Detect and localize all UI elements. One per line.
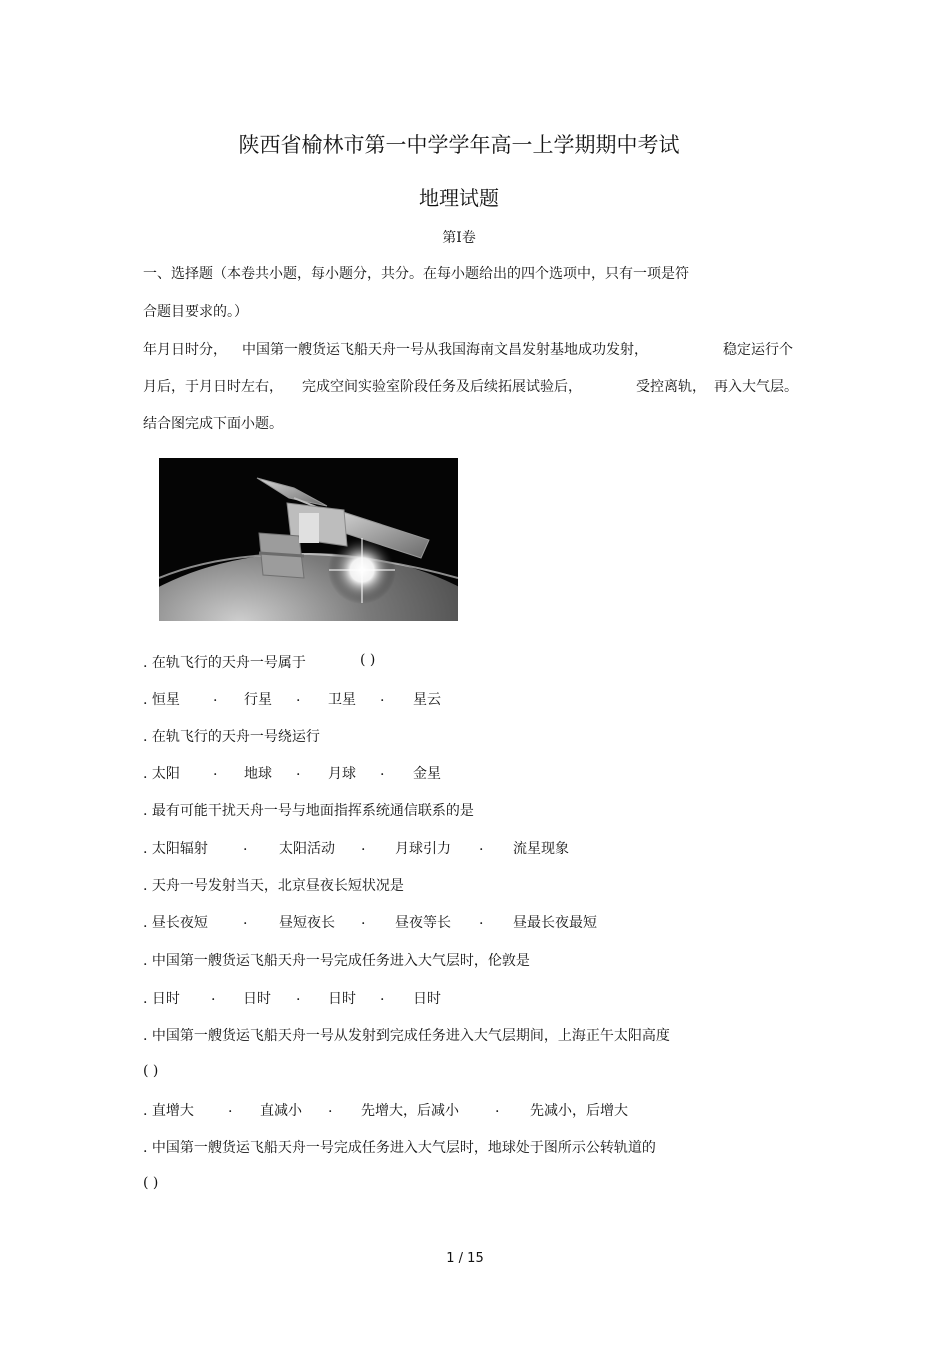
question-6-stem: . 中国第一艘货运飞船天舟一号从发射到完成任务进入大气层期间，上海正午太阳高度	[143, 1028, 670, 1044]
passage-line2-b: 完成空间实验室阶段任务及后续拓展试验后，	[302, 379, 582, 395]
page-number: 1 / 15	[446, 1251, 484, 1266]
option-b: 日时	[243, 991, 271, 1007]
option-sep: .	[495, 1100, 500, 1116]
option-sep: .	[213, 689, 218, 705]
option-a: . 直增大	[143, 1103, 194, 1119]
question-4-stem: . 天舟一号发射当天，北京昼夜长短状况是	[143, 878, 404, 894]
section-instruction-line2: 合题目要求的。）	[143, 304, 248, 320]
option-c: 月球引力	[395, 841, 451, 857]
document-subtitle: 地理试题	[419, 186, 499, 210]
option-sep: .	[361, 912, 366, 928]
passage-line1-b: 中国第一艘货运飞船天舟一号从我国海南文昌发射基地成功发射，	[242, 342, 648, 358]
option-c: 卫星	[328, 692, 356, 708]
option-a: . 太阳	[143, 766, 180, 782]
passage-line2-c: 受控离轨，	[636, 379, 706, 395]
question-2-options	[143, 763, 843, 783]
option-sep: .	[361, 838, 366, 854]
option-d: 星云	[413, 692, 441, 708]
passage-line1-a: 年月日时分，	[143, 342, 227, 358]
option-c: 月球	[328, 766, 356, 782]
option-d: 昼最长夜最短	[513, 915, 597, 931]
passage-line2-d: 再入大气层。	[714, 379, 798, 395]
question-3-stem: . 最有可能干扰天舟一号与地面指挥系统通信联系的是	[143, 803, 474, 819]
question-5-options	[143, 988, 843, 1008]
option-a: . 恒星	[143, 692, 180, 708]
option-b: 太阳活动	[279, 841, 335, 857]
option-sep: .	[296, 988, 301, 1004]
option-sep: .	[211, 988, 216, 1004]
option-sep: .	[243, 838, 248, 854]
question-5-stem: . 中国第一艘货运飞船天舟一号完成任务进入大气层时，伦敦是	[143, 953, 530, 969]
option-a: . 昼长夜短	[143, 915, 208, 931]
satellite-figure	[159, 458, 458, 621]
passage-line3: 结合图完成下面小题。	[143, 416, 283, 432]
volume-label: 第Ⅰ卷	[442, 230, 476, 246]
option-c: 昼夜等长	[395, 915, 451, 931]
option-a: . 日时	[143, 991, 180, 1007]
option-sep: .	[479, 912, 484, 928]
question-1-paren: ( )	[360, 652, 376, 668]
option-b: 昼短夜长	[279, 915, 335, 931]
question-7-stem: . 中国第一艘货运飞船天舟一号完成任务进入大气层时，地球处于图所示公转轨道的	[143, 1140, 656, 1156]
question-6-options	[143, 1100, 843, 1120]
satellite-over-earth-icon	[159, 458, 458, 621]
option-c: 日时	[328, 991, 356, 1007]
option-b: 直减小	[260, 1103, 302, 1119]
option-c: 先增大，后减小	[361, 1103, 459, 1119]
section-instruction-line1: 一、选择题（本卷共小题，每小题分，共分。在每小题给出的四个选项中，只有一项是符	[143, 266, 689, 282]
option-b: 地球	[244, 766, 272, 782]
option-d: 流星现象	[513, 841, 569, 857]
question-2-stem: . 在轨飞行的天舟一号绕运行	[143, 729, 320, 745]
option-sep: .	[296, 689, 301, 705]
question-7-paren: ( )	[143, 1175, 159, 1191]
option-sep: .	[328, 1100, 333, 1116]
question-1-options	[143, 689, 843, 709]
option-sep: .	[228, 1100, 233, 1116]
option-sep: .	[380, 689, 385, 705]
option-sep: .	[213, 763, 218, 779]
option-d: 日时	[413, 991, 441, 1007]
option-sep: .	[296, 763, 301, 779]
option-sep: .	[380, 763, 385, 779]
option-sep: .	[479, 838, 484, 854]
question-1-stem: . 在轨飞行的天舟一号属于	[143, 655, 306, 671]
question-4-options	[143, 912, 843, 932]
option-b: 行星	[244, 692, 272, 708]
passage-line1-c: 稳定运行个	[723, 342, 793, 358]
question-6-paren: ( )	[143, 1063, 159, 1079]
question-3-options	[143, 838, 843, 858]
option-a: . 太阳辐射	[143, 841, 208, 857]
option-d: 先减小，后增大	[530, 1103, 628, 1119]
option-sep: .	[243, 912, 248, 928]
option-d: 金星	[413, 766, 441, 782]
passage-line1	[143, 339, 227, 359]
document-title: 陕西省榆林市第一中学学年高一上学期期中考试	[238, 133, 680, 157]
passage-line2-a: 月后，于月日时左右，	[143, 379, 283, 395]
option-sep: .	[380, 988, 385, 1004]
